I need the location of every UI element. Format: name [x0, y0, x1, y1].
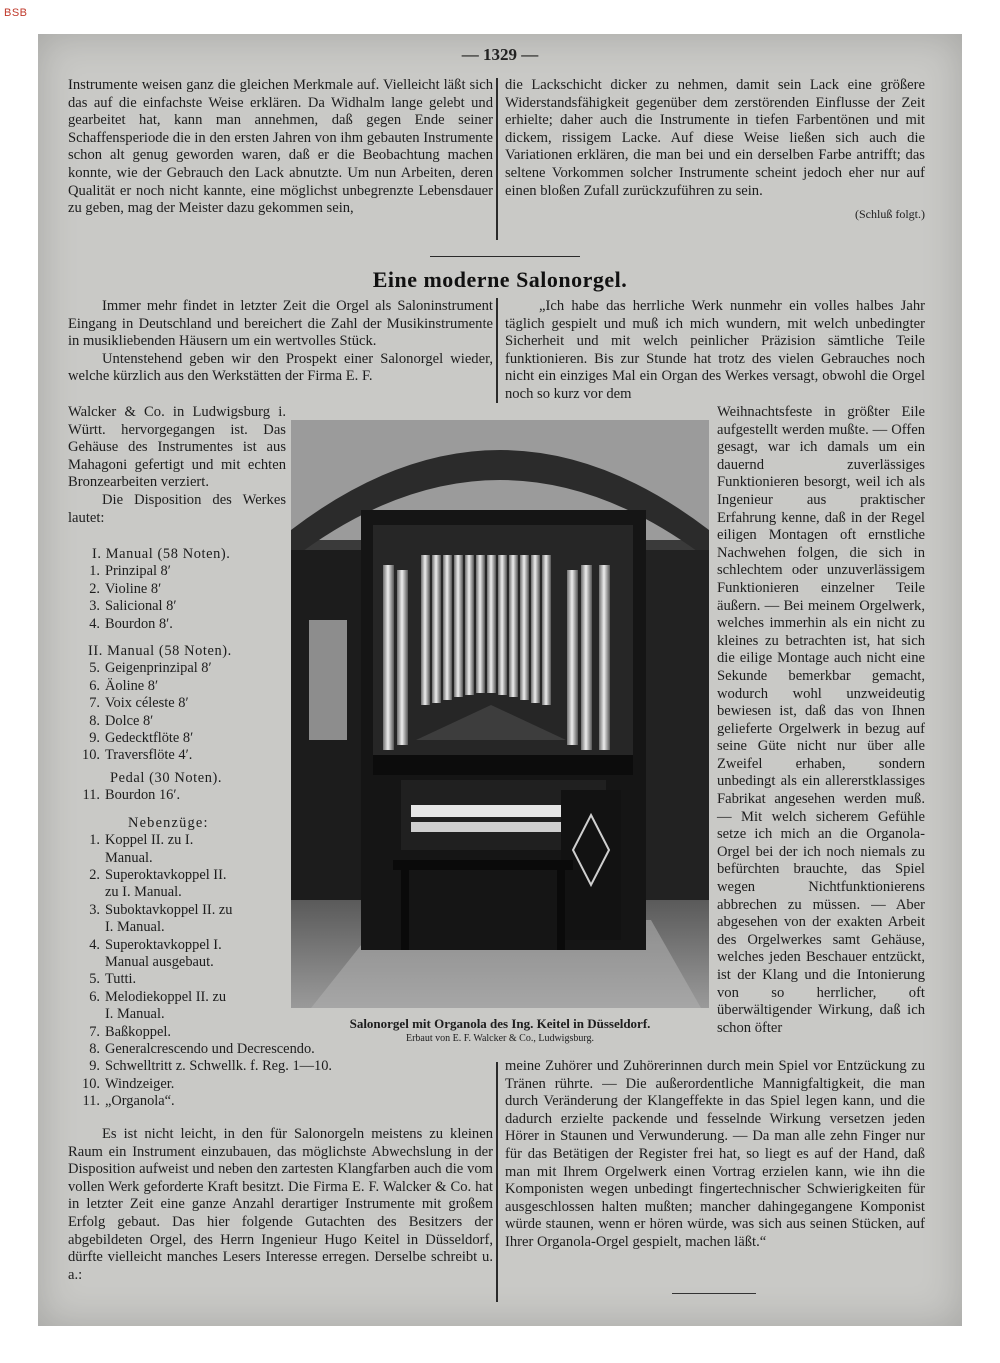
coupler-item-number: 4.	[89, 936, 100, 953]
article-right-bottom	[505, 1058, 925, 1252]
manual-1-heading: I. Manual (58 Noten).	[92, 546, 231, 562]
manual-2-heading: II. Manual (58 Noten).	[88, 643, 232, 660]
coupler-item	[70, 1076, 290, 1093]
register-item-text: Traversflöte 4′.	[105, 747, 193, 764]
register-item-text: Violine 8′	[105, 580, 162, 597]
coupler-item	[70, 902, 290, 919]
coupler-item-number: 5.	[89, 971, 100, 988]
article-title: Eine moderne Salonorgel.	[372, 267, 628, 292]
article-intro-narrow	[68, 404, 286, 527]
article-separator-rule	[430, 256, 580, 257]
organ-photograph	[291, 420, 709, 1008]
disposition-intro: Die Disposition des Werkes lautet:	[68, 491, 286, 526]
register-item-text: Bourdon 8′.	[105, 615, 173, 632]
right-bottom-paragraph: meine Zuhörer und Zuhörerinnen durch mein Spiel vor Entzückung zu Tränen rührte. — Die außerordentliche Mannigfaltigkeit, die man durch Veränderung der Klangeffekte in das Spiel legen kann, und die dadurch erzielte packende und fesselnde Wirkung versetzen jeden Hörer in Staunen und Verwunderung. — Da man alle zehn Finger nur für das Betätigen der Register frei hat, so liegt es auf der Hand, daß man mit Ihrem Orgelwerk einen Vortrag erzielen kann, wie ihn die Komponisten wegen unbedingt fingertechnischer Schwierigkeiten für ausgeschlossen halten mußten; mancher dahingegangene Komponist würde staunen, wenn er hören würde, was sich aus seinen Stücken, auf Ihrer Organola-Orgel gespielt, machen läßt.“	[505, 1058, 925, 1250]
nebenzuege-heading: Nebenzüge:	[128, 814, 209, 831]
coupler-item-text: Superoktavkoppel II.	[105, 866, 227, 883]
register-item	[70, 563, 290, 580]
register-item-number: 9.	[89, 730, 100, 747]
coupler-item-number: 9.	[89, 1058, 100, 1075]
coupler-item-continuation: Manual ausgebaut.	[105, 953, 214, 970]
disposition-list	[70, 546, 333, 1111]
to-be-continued-note: (Schluß folgt.)	[855, 207, 925, 222]
register-item	[70, 713, 290, 730]
register-item-text: Geigenprinzipal 8′	[105, 660, 212, 677]
register-item	[70, 598, 290, 615]
coupler-item-continuation: Manual.	[105, 849, 153, 866]
left-bottom-paragraph: Es ist nicht leicht, in den für Salonorgeln meistens zu kleinen Raum ein Instrument einzubauen, das möglichste Abwechslung in der Disposition aufweist und neben den zartesten Klangfarben auch die vom vollen Werk geforderte Kraft besitzt. Die Firma E. F. Walcker & Co. hat in letzter Zeit eine ganze Anzahl derartiger Instrumente mit großem Erfolg gebaut. Das hier folgende Gutachten des Besitzers der abgebildeten Orgel, des Herrn Ingenieur Hugo Keitel in Düsseldorf, dürfte vielleicht manches Lesers Interesse erregen. Derselbe schreibt u. a.:	[68, 1126, 493, 1283]
coupler-item-continuation: I. Manual.	[105, 1006, 165, 1023]
coupler-item-number: 7.	[89, 1023, 100, 1040]
column-divider-top	[496, 78, 498, 240]
coupler-item	[70, 1058, 333, 1075]
closing-rule	[672, 1293, 756, 1294]
right-narrow-paragraph: Weihnachtsfeste in größter Eile aufgestellt werden mußte. — Offen gesagt, war ich damals um ein dauernd zuverlässiges Funktionieren besorgt, weil ich als Ingenieur aus praktischer Erfahrung kenne, daß in der Regel eiligen Montagen oft ernstliche Nachwehen folgen, die sich in schlechtem oder unzuverlässigem Funktionieren einzelner Teile äußern. — Bei meinem Orgelwerk, welches immerhin als ein nicht zu kleines zu betrachten ist, hat sich die eilige Montage auch nicht eine Sekunde bemerkbar gemacht, wodurch wohl unzweideutig bewiesen ist, daß das von Ihnen gelieferte Orgelwerk in bezug auf seine Güte nicht nur über alle Zweifel erhaben, sondern unbedingt als ein allererstklassiges Fabrikat angesehen werden muß. — Mit welch sicherem Gefühle setze ich mich an die Organola-Orgel bei der ich noch niemals zu befürchten brauchte, das Spiel wegen Nichtfunktionierens abbrechen zu müssen. — Aber abgesehen von der exakten Arbeit des Orgelwerkes samt Gehäuse, welches jeden Beschauer entzückt, ist der Klang und die Intonierung von so herrlicher, oft überwältigender Wirkung, daß ich schon öfter	[717, 404, 925, 1036]
column-divider-article-bottom	[496, 1062, 498, 1302]
article-right-top	[505, 298, 925, 404]
coupler-item	[70, 1024, 290, 1041]
intro-paragraph-2: Untenstehend geben wir den Prospekt einer Salonorgel wieder, welche kürzlich aus den Werkstätten der Firma E. F.	[68, 350, 493, 385]
article-left-bottom	[68, 1126, 493, 1284]
coupler-item-text: Superoktavkoppel I.	[105, 936, 222, 953]
library-stamp: BSB	[4, 7, 28, 19]
coupler-item	[70, 989, 290, 1006]
previous-article-right-column	[505, 77, 925, 224]
register-item	[70, 747, 290, 764]
coupler-item-text: Schwelltritt z. Schwellk. f. Reg. 1—10.	[105, 1058, 333, 1075]
coupler-item-continuation: zu I. Manual.	[105, 884, 182, 901]
register-item-text: Salicional 8′	[105, 598, 177, 615]
register-item-number: 3.	[89, 598, 100, 615]
previous-article-left-column	[68, 77, 493, 218]
coupler-item-number: 10.	[82, 1075, 100, 1092]
coupler-item-text: Tutti.	[105, 971, 137, 988]
coupler-item-text: Melodiekoppel II. zu	[105, 988, 227, 1005]
article-intro	[68, 298, 493, 386]
register-item-text: Gedecktflöte 8′	[105, 730, 194, 747]
register-item-number: 7.	[89, 695, 100, 712]
coupler-item	[70, 971, 290, 988]
register-item-number: 10.	[82, 747, 100, 764]
previous-article-left-text: Instrumente weisen ganz die gleichen Merkmale auf. Vielleicht läßt sich das auf die einfachste Weise erklären. Da Widhalm lange gelebt und gearbeitet hat, kann man annehmen, daß gegen Ende seiner Schaffensperiode die in den ersten Jahren von ihm gebauten Instrumente schon alt genug geworden waren, daß er die Beobachtung machen konnte, wie der Gebrauch den Lack abnutzte. Um nun Arbeiten, deren Qualität er noch nicht kannte, eine möglichst unbegrenzte Lebensdauer zu geben, mag der Meister dazu gekommen sein,	[68, 77, 493, 217]
intro-paragraph-2-continued: Walcker & Co. in Ludwigsburg i. Württ. hervorgegangen ist. Das Gehäuse des Instrumentes ist aus Mahagoni gefertigt und mit echten Bronzearbeiten verziert.	[68, 404, 286, 491]
coupler-item-number: 3.	[89, 901, 100, 918]
figure-credit: Erbaut von E. F. Walcker & Co., Ludwigsburg.	[405, 1033, 594, 1044]
intro-paragraph-1: Immer mehr findet in letzter Zeit die Orgel als Saloninstrument Eingang in Deutschland und bereichert die Zahl der Musikinstrumente in musikliebenden Häusern um ein wertvolles Stück.	[68, 298, 493, 350]
register-item	[70, 616, 290, 633]
coupler-item-number: 1.	[89, 832, 100, 849]
register-item	[70, 730, 290, 747]
coupler-item-text: Koppel II. zu I.	[105, 832, 194, 849]
register-item-text: Dolce 8′	[105, 712, 154, 729]
register-item-text: Bourdon 16′.	[105, 787, 181, 804]
coupler-item-continuation: I. Manual.	[105, 919, 165, 936]
page-number: — 1329 —	[461, 45, 539, 64]
previous-article-right-text: die Lackschicht dicker zu nehmen, damit sein Lack eine größere Widerstandsfähigkeit gegenüber dem zerstörenden Einflusse der Zeit erhielte; daher auch die Instrumente in tiefen Farbentönen und mit dickem, rissigem Lacke. Auf diese Weise ließen sich auch die Variationen erklären, die man bei und ein derselben Farbe antrifft; das seltene Vorkommen solcher Instrumente scheint jedoch eher nur auf einen bloßen Zufall zurückzuführen zu sein.	[505, 77, 925, 199]
coupler-item-number: 8.	[89, 1040, 100, 1057]
coupler-item-text: Suboktavkoppel II. zu	[105, 901, 233, 918]
coupler-item-text: „Organola“.	[105, 1093, 175, 1110]
register-item-text: Äoline 8′	[105, 677, 159, 694]
register-item	[70, 695, 290, 712]
register-item-number: 5.	[89, 660, 100, 677]
register-item-number: 11.	[82, 787, 100, 804]
register-item-number: 4.	[89, 615, 100, 632]
figure-caption: Salonorgel mit Organola des Ing. Keitel in Düsseldorf.	[349, 1016, 651, 1031]
coupler-item	[70, 832, 290, 849]
pedal-heading: Pedal (30 Noten).	[110, 769, 223, 786]
register-item	[70, 660, 290, 677]
register-item	[70, 581, 290, 598]
coupler-item-text: Generalcrescendo und Decrescendo.	[105, 1040, 315, 1057]
coupler-item	[70, 867, 290, 884]
register-item-number: 8.	[89, 712, 100, 729]
coupler-item	[70, 1040, 315, 1058]
register-item	[70, 678, 290, 695]
coupler-item-number: 2.	[89, 866, 100, 883]
coupler-item	[70, 937, 290, 954]
coupler-item-number: 6.	[89, 988, 100, 1005]
column-divider-article-top	[496, 298, 498, 403]
register-item-text: Voix céleste 8′	[105, 695, 189, 712]
right-top-paragraph: „Ich habe das herrliche Werk nunmehr ein volles halbes Jahr täglich gespielt und muß ich mich wundern, mit welch unbedingter Sicherheit und mit welch peinlicher Präzision sämtliche Teile funktionieren. Bis zur Stunde hat trotz des vielen Gebrauches noch nicht ein einziges Mal ein Organ des Werkes versagt, obwohl die Orgel noch so kurz vor dem	[505, 298, 925, 402]
coupler-item-number: 11.	[82, 1093, 100, 1110]
register-item-text: Prinzipal 8′	[105, 563, 171, 580]
register-item-number: 1.	[89, 563, 100, 580]
coupler-item-text: Baßkoppel.	[105, 1023, 171, 1040]
register-item-number: 2.	[89, 580, 100, 597]
article-right-narrow	[717, 404, 925, 1037]
register-item-number: 6.	[89, 677, 100, 694]
register-item	[70, 787, 290, 804]
coupler-item	[70, 1093, 290, 1110]
organ-illustration	[291, 420, 709, 1008]
coupler-item-text: Windzeiger.	[105, 1075, 175, 1092]
